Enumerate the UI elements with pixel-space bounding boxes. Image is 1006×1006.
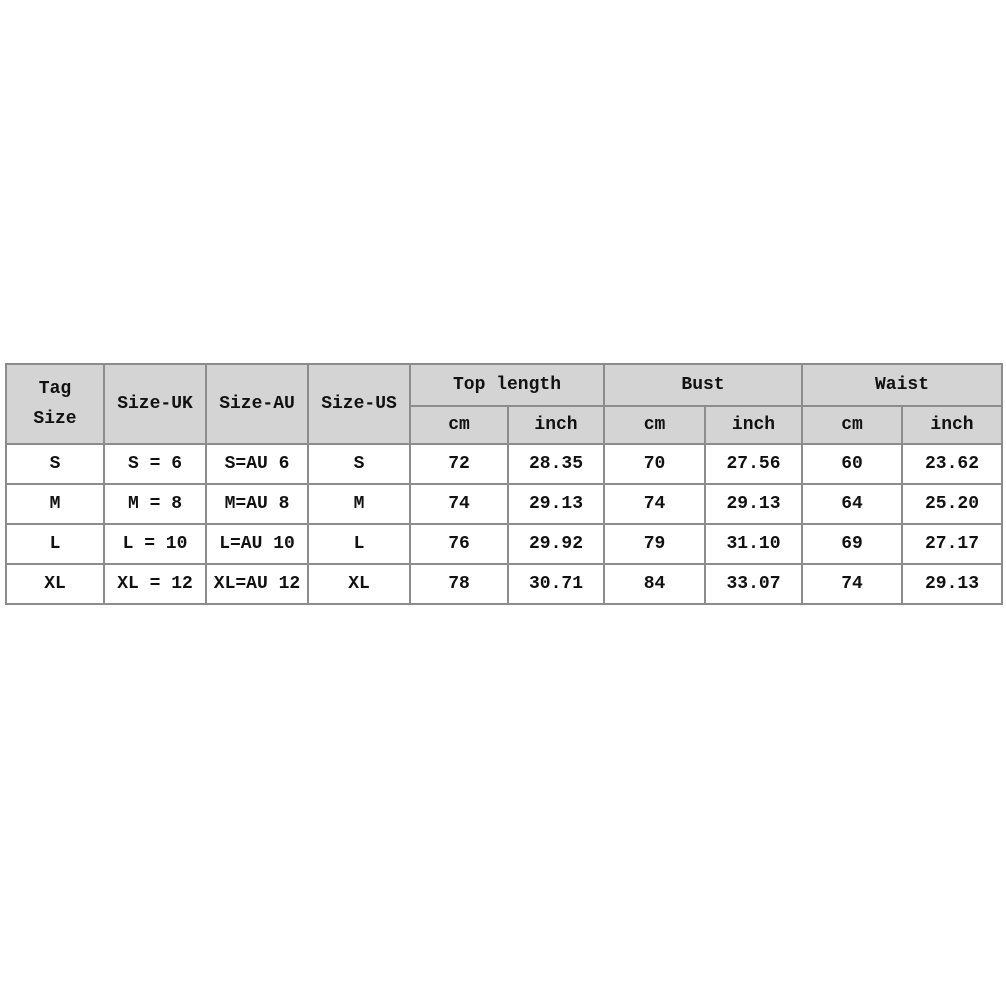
header-cell-waist: Waist xyxy=(802,364,1002,406)
unit-cell-top-inch: inch xyxy=(508,406,604,444)
cell-bust-cm: 74 xyxy=(604,484,705,524)
header-cell-size-au: Size-AU xyxy=(206,364,308,444)
cell-waist-inch: 25.20 xyxy=(902,484,1002,524)
cell-bust-inch: 29.13 xyxy=(705,484,802,524)
unit-cell-bust-cm: cm xyxy=(604,406,705,444)
cell-bust-cm: 70 xyxy=(604,444,705,484)
cell-top-cm: 76 xyxy=(410,524,508,564)
cell-bust-inch: 27.56 xyxy=(705,444,802,484)
cell-us: M xyxy=(308,484,410,524)
cell-tag: L xyxy=(6,524,104,564)
size-chart-table xyxy=(5,363,1003,605)
table-row-s xyxy=(6,444,1002,484)
cell-top-cm: 78 xyxy=(410,564,508,604)
header-row-groups xyxy=(6,364,1002,406)
cell-bust-cm: 79 xyxy=(604,524,705,564)
cell-uk: S = 6 xyxy=(104,444,206,484)
cell-bust-cm: 84 xyxy=(604,564,705,604)
cell-top-inch: 29.92 xyxy=(508,524,604,564)
header-cell-top-length: Top length xyxy=(410,364,604,406)
cell-tag: XL xyxy=(6,564,104,604)
cell-au: M=AU 8 xyxy=(206,484,308,524)
cell-bust-inch: 31.10 xyxy=(705,524,802,564)
table-row-m xyxy=(6,484,1002,524)
cell-waist-cm: 60 xyxy=(802,444,902,484)
cell-au: L=AU 10 xyxy=(206,524,308,564)
cell-us: L xyxy=(308,524,410,564)
cell-waist-cm: 74 xyxy=(802,564,902,604)
cell-top-inch: 28.35 xyxy=(508,444,604,484)
cell-waist-inch: 23.62 xyxy=(902,444,1002,484)
table-row-xl xyxy=(6,564,1002,604)
cell-top-inch: 29.13 xyxy=(508,484,604,524)
unit-cell-waist-inch: inch xyxy=(902,406,1002,444)
header-tag-line: Tag xyxy=(38,379,72,399)
cell-waist-inch: 27.17 xyxy=(902,524,1002,564)
header-cell-size-uk: Size-UK xyxy=(104,364,206,444)
cell-au: S=AU 6 xyxy=(206,444,308,484)
header-cell-tag-size xyxy=(6,364,104,444)
header-cell-size-us: Size-US xyxy=(308,364,410,444)
cell-tag: S xyxy=(6,444,104,484)
cell-waist-inch: 29.13 xyxy=(902,564,1002,604)
unit-cell-waist-cm: cm xyxy=(802,406,902,444)
cell-tag: M xyxy=(6,484,104,524)
header-cell-bust: Bust xyxy=(604,364,802,406)
unit-cell-top-cm: cm xyxy=(410,406,508,444)
cell-au: XL=AU 12 xyxy=(206,564,308,604)
cell-uk: XL = 12 xyxy=(104,564,206,604)
cell-bust-inch: 33.07 xyxy=(705,564,802,604)
cell-uk: L = 10 xyxy=(104,524,206,564)
cell-us: S xyxy=(308,444,410,484)
cell-us: XL xyxy=(308,564,410,604)
cell-top-inch: 30.71 xyxy=(508,564,604,604)
table-row-l xyxy=(6,524,1002,564)
cell-waist-cm: 64 xyxy=(802,484,902,524)
header-size-line: Size xyxy=(33,409,77,429)
size-chart-container xyxy=(5,363,1001,605)
cell-waist-cm: 69 xyxy=(802,524,902,564)
unit-cell-bust-inch: inch xyxy=(705,406,802,444)
cell-uk: M = 8 xyxy=(104,484,206,524)
cell-top-cm: 74 xyxy=(410,484,508,524)
cell-top-cm: 72 xyxy=(410,444,508,484)
